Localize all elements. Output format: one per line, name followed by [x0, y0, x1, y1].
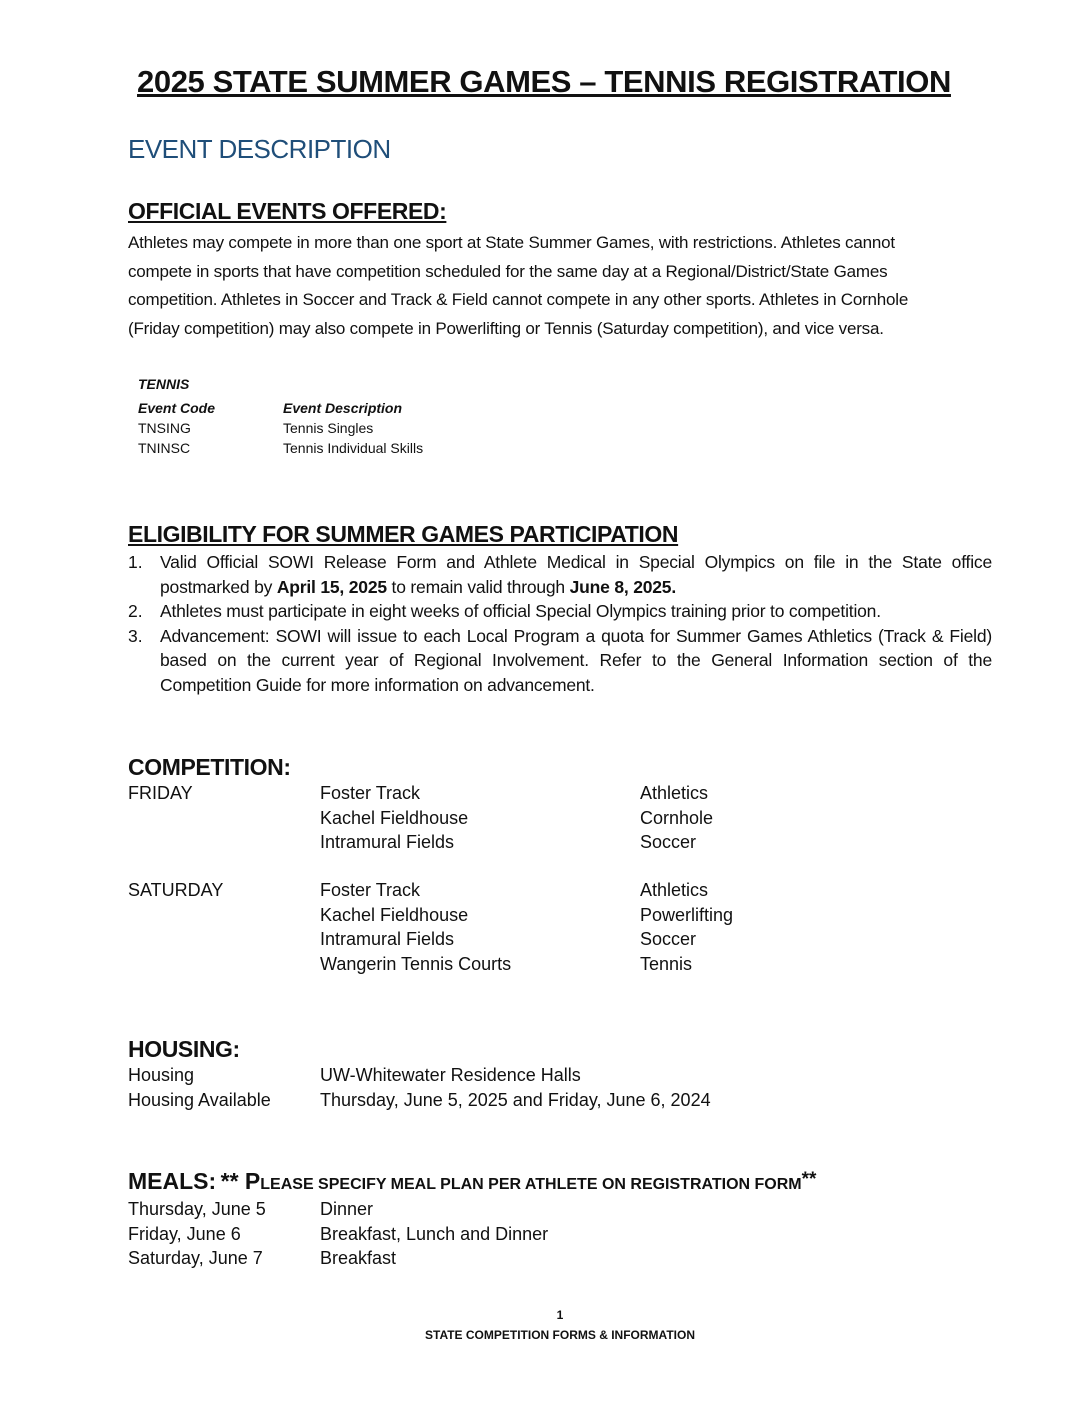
official-events-heading: OFFICIAL EVENTS OFFERED: — [128, 198, 447, 224]
text-span: to remain valid through — [386, 576, 570, 597]
column-header-description: Event Description — [283, 400, 403, 416]
eligibility-heading: ELIGIBILITY FOR SUMMER GAMES PARTICIPATION — [128, 521, 679, 547]
list-number: 3. — [128, 625, 143, 646]
venue: Kachel Fieldhouse — [320, 904, 469, 925]
housing-value: Thursday, June 5, 2025 and Friday, June 6, 2024 — [320, 1089, 711, 1110]
meal-day: Saturday, June 7 — [128, 1248, 263, 1268]
meal-plan: Breakfast — [320, 1248, 397, 1268]
page-title: 2025 STATE SUMMER GAMES – TENNIS REGISTRATION — [137, 64, 951, 99]
list-number: 1. — [128, 552, 143, 572]
meal-plan: Breakfast, Lunch and Dinner — [320, 1223, 549, 1244]
tennis-table-title: TENNIS — [138, 376, 190, 392]
sport: Cornhole — [640, 807, 714, 828]
sport: Athletics — [640, 880, 709, 900]
event-description: Tennis Individual Skills — [283, 440, 424, 456]
sport: Soccer — [640, 929, 697, 949]
valid-through-date: June 8, 2025. — [569, 576, 676, 597]
meals-note-stars-open: ** P — [220, 1168, 261, 1194]
meal-day: Thursday, June 5 — [128, 1199, 266, 1219]
meals-title: MEALS: — [128, 1168, 217, 1194]
meal-plan: Dinner — [320, 1199, 374, 1219]
competition-day: SATURDAY — [128, 880, 224, 900]
event-code: TNINSC — [138, 440, 191, 456]
meal-day: Friday, June 6 — [128, 1223, 241, 1244]
list-number: 2. — [128, 601, 143, 621]
venue: Intramural Fields — [320, 832, 455, 852]
event-code: TNSING — [138, 420, 191, 436]
competition-heading: COMPETITION: — [128, 754, 291, 780]
meals-heading — [128, 1168, 816, 1195]
table-row — [138, 418, 423, 438]
list-text — [160, 550, 992, 599]
housing-heading: HOUSING: — [128, 1036, 240, 1062]
eligibility-list — [128, 550, 992, 697]
deadline-date: April 15, 2025 — [276, 576, 387, 597]
list-text: Athletes must participate in eight weeks of official Special Olympics training prior to competition. — [160, 601, 881, 621]
competition-day: FRIDAY — [128, 783, 193, 803]
tennis-event-table — [138, 376, 423, 458]
sport: Tennis — [640, 953, 693, 974]
venue: Wangerin Tennis Courts — [320, 953, 512, 974]
list-item — [128, 624, 992, 698]
text-span: Valid Official SOWI Release Form and Athlete Medical in Special Olympics on file in the State office postmarked by — [160, 552, 992, 597]
footer-text: STATE COMPETITION FORMS & INFORMATION — [425, 1328, 695, 1342]
meals-note-stars-close: ** — [801, 1169, 817, 1190]
list-item — [128, 550, 992, 599]
meals-note: LEASE SPECIFY MEAL PLAN PER ATHLETE ON REGISTRATION FORM — [260, 1176, 802, 1193]
sport: Powerlifting — [640, 904, 734, 925]
official-events-paragraph: Athletes may compete in more than one sport at State Summer Games, with restrictions. Athletes cannot compete in sports that have competition scheduled for the same day at a Regional/District/State Games competition. Athletes in Soccer and Track & Field cannot compete in any other sports. Athletes in Cornhole (Friday competition) may also compete in Powerlifting or Tennis (Saturday competition), and vice versa. — [128, 233, 909, 338]
list-text: Advancement: SOWI will issue to each Local Program a quota for Summer Games Athletics (Track & Field) based on the current year of Regional Involvement. Refer to the General Information section of the Competition Guide for more information on advancement. — [160, 625, 992, 695]
event-description-heading: EVENT DESCRIPTION — [128, 134, 391, 164]
column-header-code: Event Code — [138, 400, 216, 416]
venue: Foster Track — [320, 880, 421, 900]
sport: Athletics — [640, 783, 709, 803]
page-number: 1 — [556, 1308, 564, 1322]
venue: Foster Track — [320, 783, 421, 803]
venue: Intramural Fields — [320, 929, 455, 949]
housing-label: Housing Available — [128, 1089, 271, 1110]
list-item — [128, 599, 992, 624]
venue: Kachel Fieldhouse — [320, 807, 469, 828]
table-row — [138, 438, 423, 458]
event-description: Tennis Singles — [283, 420, 374, 436]
sport: Soccer — [640, 832, 697, 852]
tennis-table-header — [138, 398, 423, 418]
housing-label: Housing — [128, 1065, 195, 1085]
housing-value: UW-Whitewater Residence Halls — [320, 1065, 581, 1085]
